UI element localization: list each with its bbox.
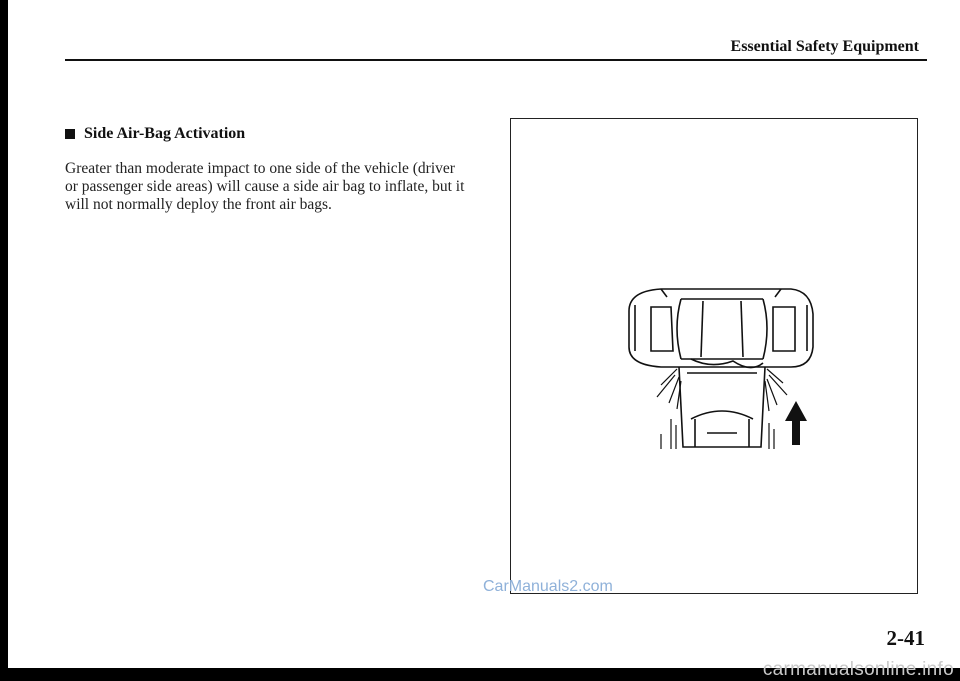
struck-car-icon bbox=[629, 289, 813, 368]
up-arrow-icon bbox=[785, 401, 807, 445]
section-body-text: Greater than moderate impact to one side of the vehicle (driver or passenger side areas) will cause a side air bag to inflate, but it will not normally deploy the front air bags. bbox=[65, 160, 465, 213]
collision-figure bbox=[510, 118, 918, 594]
page-number: 2-41 bbox=[886, 626, 925, 650]
manual-page bbox=[8, 0, 960, 668]
side-impact-collision-illustration bbox=[511, 119, 919, 595]
impact-lines bbox=[657, 369, 787, 449]
header-divider bbox=[65, 59, 927, 61]
section-heading bbox=[65, 125, 245, 143]
page-header-title: Essential Safety Equipment bbox=[730, 38, 919, 55]
footer-watermark: carmanualsonline.info bbox=[762, 659, 954, 680]
site-watermark: CarManuals2.com bbox=[483, 578, 613, 595]
section-heading-text: Side Air-Bag Activation bbox=[84, 125, 246, 142]
striking-car-icon bbox=[679, 367, 765, 447]
square-bullet-icon bbox=[65, 129, 75, 139]
